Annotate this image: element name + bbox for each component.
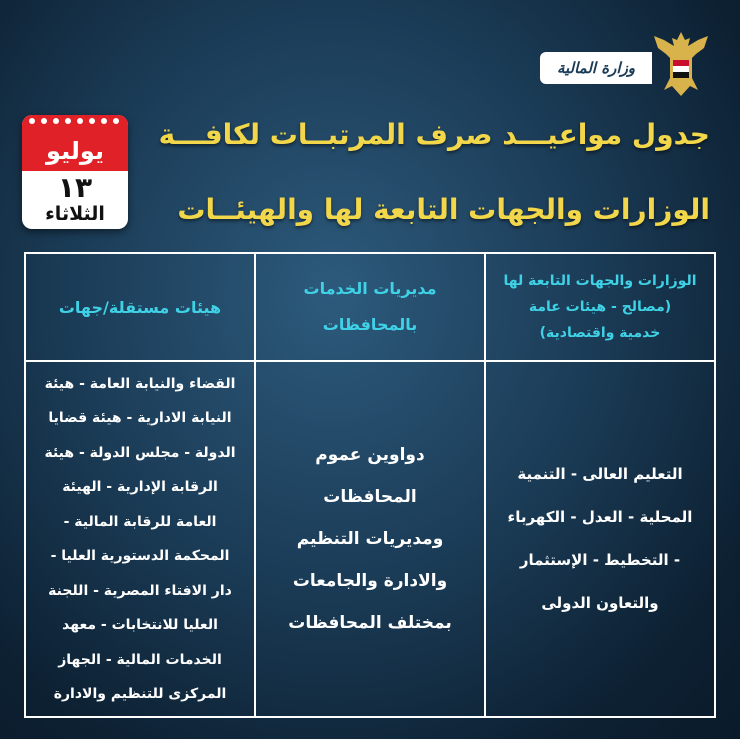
cell-independent-bodies: القضاء والنيابة العامة - هيئة النيابة الادارية - هيئة قضايا الدولة - مجلس الدولة - هيئة الرقابة الإدارية - الهيئة العامة للرقابة المالية - المحكمة الدستورية العليا - دار الافتاء المصرية - اللجنة العليا للانتخابات - معهد الخدمات المالية - الجهاز المركزى للتنظيم والادارة xyxy=(25,361,255,717)
salary-schedule-table xyxy=(24,252,716,718)
cell-governorates: دواوين عموم المحافظات ومديريات التنظيم والادارة والجامعات بمختلف المحافظات xyxy=(255,361,485,717)
calendar-date-card xyxy=(22,115,128,229)
header-ministries: الوزارات والجهات التابعة لها (مصالح - هيئات عامة خدمية واقتصادية) xyxy=(485,253,715,361)
table-header-row xyxy=(25,253,715,361)
calendar-day: ١٣ xyxy=(57,170,93,204)
table-row xyxy=(25,361,715,717)
calendar-month: يوليو xyxy=(22,131,128,171)
logo-label: وزارة المالية xyxy=(556,59,636,77)
ministry-logo-text xyxy=(540,52,652,84)
calendar-weekday: الثلاثاء xyxy=(45,203,105,225)
eagle-emblem-icon xyxy=(652,28,710,100)
header-governorates: مديريات الخدمات بالمحافظات xyxy=(255,253,485,361)
page-title-line-2: الوزارات والجهات التابعة لها والهيئــات xyxy=(177,193,710,226)
page-title-line-1: جدول مواعيـــد صرف المرتبــات لكافـــة xyxy=(158,118,710,151)
calendar-rings-icon xyxy=(22,115,128,131)
header-independent-bodies: هيئات مستقلة/جهات xyxy=(25,253,255,361)
cell-ministries: التعليم العالى - التنمية المحلية - العدل - الكهرباء - التخطيط - الإستثمار والتعاون الدولى xyxy=(485,361,715,717)
